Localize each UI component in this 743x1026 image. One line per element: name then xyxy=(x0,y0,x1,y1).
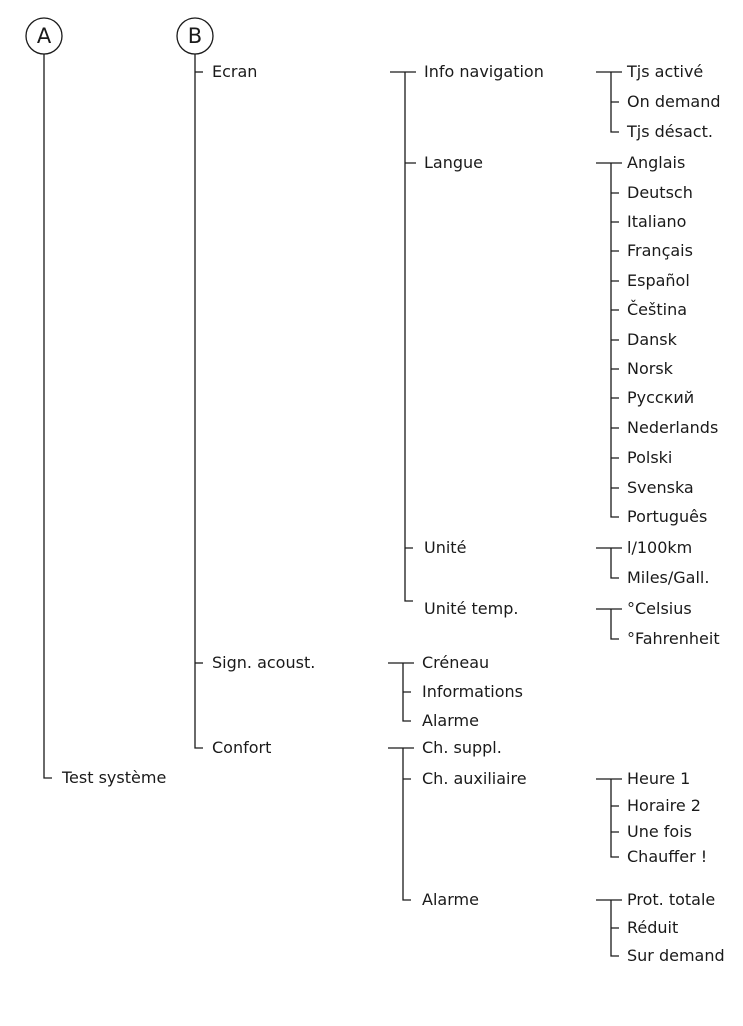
connector-b-trunk xyxy=(195,54,203,748)
option-langue: Norsk xyxy=(627,359,673,378)
option-langue: Español xyxy=(627,271,690,290)
option-langue: Nederlands xyxy=(627,418,719,437)
option-langue: Polski xyxy=(627,448,673,467)
option-alarme: Prot. totale xyxy=(627,890,716,909)
node-ecran: Ecran xyxy=(212,62,258,81)
option-langue: Português xyxy=(627,507,708,526)
option-langue: Čeština xyxy=(627,300,688,319)
connector-confort-children xyxy=(388,748,414,900)
option-langue: Русский xyxy=(627,388,695,407)
node-alarme: Alarme xyxy=(422,890,479,909)
option-sign-acoust: Informations xyxy=(422,682,523,701)
option-unite-temp: °Fahrenheit xyxy=(627,629,720,648)
connector-a-trunk xyxy=(44,54,52,778)
option-unite: l/100km xyxy=(627,538,693,557)
node-langue: Langue xyxy=(424,153,483,172)
connector-unite-options xyxy=(596,548,622,578)
connector-ecran-children xyxy=(390,72,416,601)
option-langue: Anglais xyxy=(627,153,686,172)
connector-ch-auxiliaire-options xyxy=(596,779,622,857)
marker-a: A xyxy=(36,24,52,48)
connector-sign-acoust-options xyxy=(388,663,414,721)
node-sign-acoust: Sign. acoust. xyxy=(212,653,316,672)
option-alarme: Réduit xyxy=(627,918,679,937)
option-langue: Français xyxy=(627,241,693,260)
option-ch-auxiliaire: Chauffer ! xyxy=(627,847,708,866)
option-info-navigation: Tjs désact. xyxy=(627,122,713,141)
option-alarme: Sur demand xyxy=(627,946,725,965)
option-sign-acoust: Alarme xyxy=(422,711,479,730)
option-info-navigation: Tjs activé xyxy=(627,62,704,81)
option-ch-auxiliaire: Horaire 2 xyxy=(627,796,701,815)
option-unite-temp: °Celsius xyxy=(627,599,692,618)
node-ch-auxiliaire: Ch. auxiliaire xyxy=(422,769,527,788)
option-langue: Italiano xyxy=(627,212,687,231)
connector-unite-temp-options xyxy=(596,609,622,639)
option-langue: Dansk xyxy=(627,330,677,349)
connector-langue-options xyxy=(596,163,622,517)
option-sign-acoust: Créneau xyxy=(422,653,490,672)
option-langue: Svenska xyxy=(627,478,694,497)
option-langue: Deutsch xyxy=(627,183,693,202)
connector-alarme-options xyxy=(596,900,622,956)
node-info-navigation: Info navigation xyxy=(424,62,544,81)
option-unite: Miles/Gall. xyxy=(627,568,710,587)
node-unite-temp: Unité temp. xyxy=(424,599,519,618)
node-test-systeme: Test système xyxy=(62,768,167,787)
node-unite: Unité xyxy=(424,538,467,557)
node-confort: Confort xyxy=(212,738,272,757)
connector-info-navigation-options xyxy=(596,72,622,132)
node-ch-suppl: Ch. suppl. xyxy=(422,738,502,757)
option-ch-auxiliaire: Une fois xyxy=(627,822,692,841)
option-ch-auxiliaire: Heure 1 xyxy=(627,769,691,788)
marker-b: B xyxy=(187,24,203,48)
option-info-navigation: On demand xyxy=(627,92,721,111)
